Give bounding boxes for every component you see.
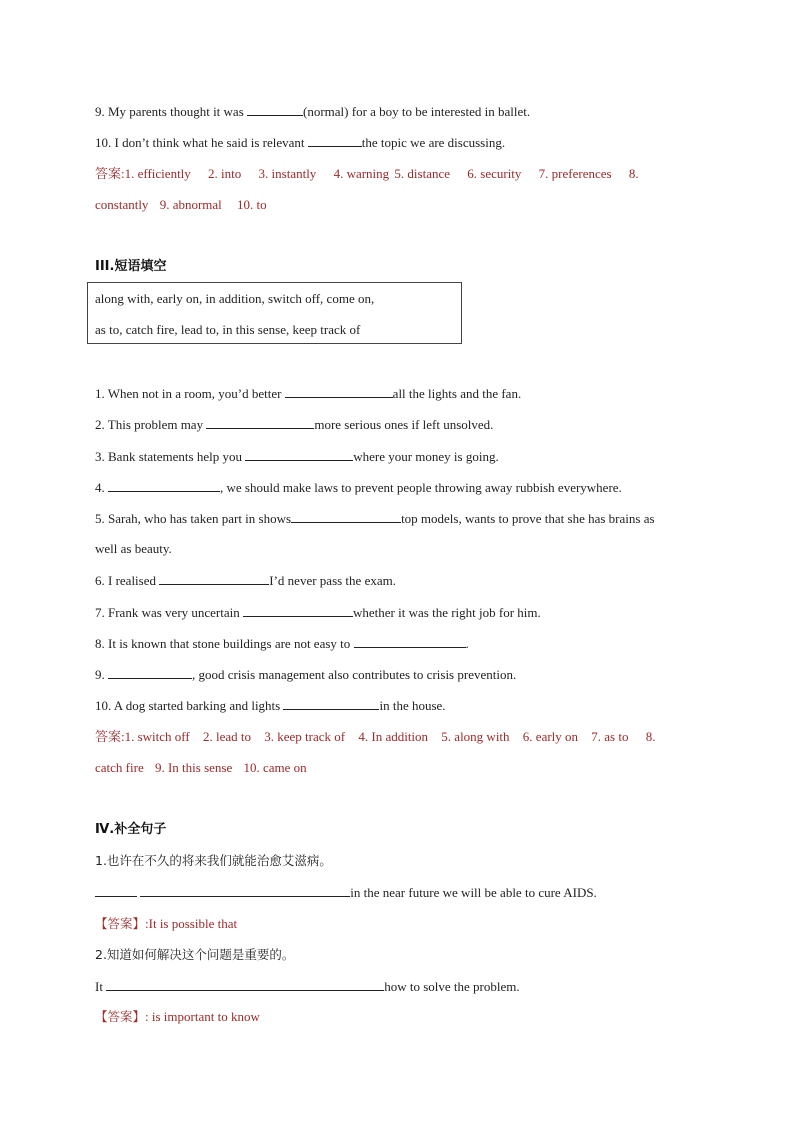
s4-q2-answer-text: : is important to know [145,1009,260,1024]
s4-q1-answer [95,916,237,932]
s3-q10-blank[interactable] [283,697,379,710]
s3-q8-prefix: 8. It is known that stone buildings are not easy to [95,636,351,651]
s2-answer-item: constantly [95,197,149,212]
s3-q4-blank[interactable] [108,479,220,492]
s3-answer-item: 4. In addition [358,729,429,744]
s2-answer-item: 4. warning [333,166,390,181]
s2-answer-item: 2. into [208,166,242,181]
phrase-bank-line-1: along with, early on, in addition, switch off, come on, [95,291,375,306]
s3-answer-item: 答案:1. switch off [95,729,190,744]
s4-q2-english [95,978,520,995]
s3-q10-suffix: in the house. [379,698,446,713]
s3-answer-item: catch fire [95,760,144,775]
s3-question-5 [95,510,655,527]
s3-question-4 [95,479,622,496]
s4-q2-blank[interactable] [106,978,384,991]
s2-answer-item: 5. distance [394,166,451,181]
s3-question-7 [95,604,541,621]
s3-q6-suffix: I’d never pass the exam. [269,573,396,588]
s2-q10-prefix: 10. I don’t think what he said is relevant [95,135,305,150]
s3-q2-blank[interactable] [206,416,314,429]
s3-answer-item: 2. lead to [202,729,251,744]
s2-answer-item: 8. [628,166,639,181]
s3-question-2 [95,416,493,433]
s3-q6-prefix: 6. I realised [95,573,157,588]
s3-q1-blank[interactable] [285,385,393,398]
s3-q1-suffix: all the lights and the fan. [392,386,522,401]
s3-q5-suffix: top models, wants to prove that she has brains as [401,511,655,526]
s2-q10-suffix: the topic we are discussing. [361,135,506,150]
section-3-heading: III.短语填空 [95,259,167,274]
s3-question-9 [95,666,516,683]
s3-question-10 [95,697,446,714]
phrase-bank-box [87,282,462,344]
s3-q2-prefix: 2. This problem may [95,417,204,432]
s3-q5-prefix: 5. Sarah, who has taken part in shows [95,511,292,526]
s3-q9-suffix: , good crisis management also contributes to crisis prevention. [192,667,517,682]
s4-q1-english [95,884,597,901]
s4-q1-suffix: in the near future we will be able to cure AIDS. [350,885,597,900]
s2-question-9 [95,103,530,120]
s3-q7-suffix: whether it was the right job for him. [353,605,541,620]
s2-q10-blank[interactable] [308,134,362,147]
s3-q4-prefix: 4. [95,480,105,495]
s2-answer-item: 10. to [237,197,267,212]
s3-question-8 [95,635,469,652]
s2-answer-item: 9. abnormal [159,197,222,212]
s2-answer-item: 3. instantly [258,166,317,181]
s3-answers-line-2 [95,760,307,776]
s4-q2-answer [95,1009,260,1025]
s2-answers-line-2 [95,197,267,213]
s2-q9-blank[interactable] [247,103,303,116]
s4-q1-blank-b[interactable] [140,884,350,897]
s3-question-6 [95,572,396,589]
s3-answer-item: 8. [645,729,656,744]
s2-answers-line-1 [95,166,639,182]
s3-q4-suffix: , we should make laws to prevent people throwing away rubbish everywhere. [220,480,622,495]
s3-q2-suffix: more serious ones if left unsolved. [314,417,494,432]
phrase-bank-line-2: as to, catch fire, lead to, in this sense, keep track of [95,322,361,337]
s2-answer-item: 答案:1. efficiently [95,166,191,181]
s3-q8-suffix: . [465,636,469,651]
s3-answer-item: 5. along with [441,729,510,744]
s3-answer-item: 10. came on [243,760,307,775]
s3-answers-line-1 [95,729,655,745]
section-4-heading: Ⅳ.补全句子 [95,822,167,837]
s2-q9-suffix: (normal) for a boy to be interested in ballet. [303,104,531,119]
s2-answer-item: 6. security [467,166,522,181]
s4-q1-answer-tag: 【答案】 [95,916,146,931]
s3-answer-item: 6. early on [522,729,579,744]
s4-q2-answer-tag: 【答案】 [95,1009,146,1024]
s3-question-3 [95,448,499,465]
s4-q2-suffix: how to solve the problem. [384,979,520,994]
s3-q1-prefix: 1. When not in a room, you’d better [95,386,282,401]
s3-q10-prefix: 10. A dog started barking and lights [95,698,281,713]
s3-q3-prefix: 3. Bank statements help you [95,449,242,464]
s3-q3-suffix: where your money is going. [353,449,499,464]
s3-answer-item: 3. keep track of [264,729,346,744]
s3-answer-item: 9. In this sense [154,760,233,775]
s4-q1-answer-text: :It is possible that [145,916,238,931]
s2-q9-prefix: 9. My parents thought it was [95,104,244,119]
s3-q8-blank[interactable] [354,635,466,648]
s2-question-10 [95,134,505,151]
s4-q2-chinese: 2.知道如何解决这个问题是重要的。 [95,947,295,962]
s3-answer-item: 7. as to [591,729,629,744]
s3-q6-blank[interactable] [159,572,269,585]
s4-q1-blank-a[interactable] [95,884,137,897]
s3-q5-blank[interactable] [291,510,401,523]
s4-q2-prefix: It [95,979,103,994]
s3-q9-prefix: 9. [95,667,105,682]
s3-question-5-continued: well as beauty. [95,541,172,556]
s3-q3-blank[interactable] [245,448,353,461]
s4-q1-chinese: 1.也许在不久的将来我们就能治愈艾滋病。 [95,853,332,868]
s3-q7-blank[interactable] [243,604,353,617]
s3-q9-blank[interactable] [108,666,192,679]
s2-answer-item: 7. preferences [538,166,612,181]
s3-question-1 [95,385,521,402]
s3-q7-prefix: 7. Frank was very uncertain [95,605,240,620]
